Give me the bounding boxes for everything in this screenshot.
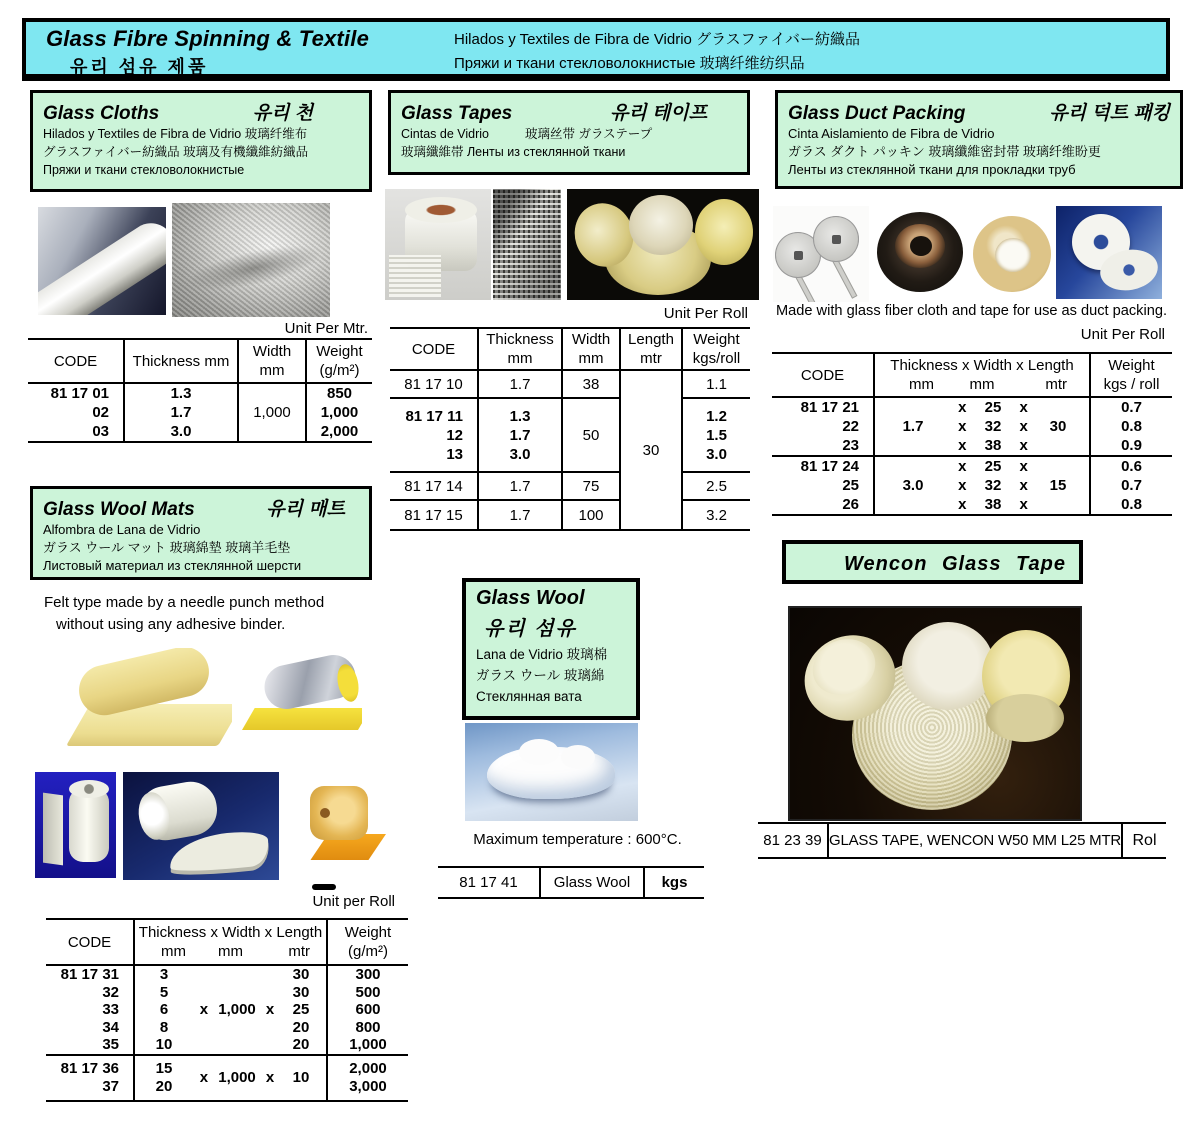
section-glass-wool-mats-header: [30, 486, 372, 580]
header-line: Thickness: [486, 331, 554, 348]
weight-value: 800: [355, 1018, 381, 1036]
width-value: x 1,000 x: [199, 1069, 275, 1086]
weight-value: 850: [326, 385, 353, 402]
wool-bump: [519, 739, 559, 765]
table-row: [772, 397, 1172, 456]
wool-roll-top: [69, 780, 109, 798]
weight-value: 3,000: [349, 1077, 387, 1095]
code-value: 81 17 36: [60, 1060, 119, 1077]
table-row: [46, 965, 408, 1055]
header-line: mm: [259, 362, 285, 379]
glass-duct-packing-table: [772, 352, 1172, 516]
page-banner: [22, 18, 1170, 81]
subtitle-cjk: 玻璃丝带 ガラステープ: [525, 127, 653, 141]
cell-width: 75: [562, 472, 620, 500]
table-row: [28, 383, 372, 442]
cell-code: 81 17 14: [390, 472, 478, 500]
cell-weight: [1090, 397, 1172, 456]
header-line: mm: [507, 350, 533, 367]
weight-value: 0.8: [1121, 418, 1142, 435]
cell-code: 81 23 39: [763, 832, 822, 849]
col-header-code: CODE: [772, 353, 874, 397]
duct-white-coils-photo: [1056, 206, 1162, 299]
mat-slab: [242, 708, 362, 730]
glass-wool-mat-photo: [52, 648, 232, 760]
header-line: mm: [578, 350, 604, 367]
section-title-row: [788, 98, 1170, 125]
thickness-value: 8: [159, 1018, 169, 1036]
code-value: 23: [842, 437, 859, 454]
unit-label-tapes: Unit Per Roll: [663, 305, 748, 322]
section-subtitle: [401, 125, 737, 143]
cell-unit: Rol: [1122, 823, 1166, 858]
wool-roll-darkblue-photo: [123, 772, 279, 880]
section-title-korean: 유리 테이프: [609, 103, 707, 124]
unit-mtr: mtr: [1045, 376, 1067, 393]
unit-mm: mm: [909, 376, 934, 393]
felt-note: [44, 592, 324, 636]
dim-value: x 38 x: [958, 437, 1028, 454]
cell-code: 81 17 10: [404, 375, 463, 393]
gold-foil-roll: [310, 786, 368, 840]
glass-cloth-weave-photo: [172, 203, 330, 317]
cell-thickness: [124, 383, 238, 442]
dim-value: x 32 x: [958, 477, 1028, 494]
table-row: [390, 370, 750, 398]
duct-gold-tape-roll-photo: [971, 212, 1054, 299]
glass-tape-roll-photo: [385, 189, 491, 300]
header-line: Thickness x Width x Length: [890, 357, 1074, 374]
code-value: 37: [102, 1077, 119, 1095]
header-line: Thickness x Width x Length: [138, 924, 323, 941]
cell-codes: [772, 397, 874, 456]
cell-code: 81 17 15: [390, 500, 478, 530]
weight-value: 0.7: [1121, 477, 1142, 494]
dim-value: x 25 x: [958, 399, 1028, 416]
glass-wool-photo: [465, 723, 638, 821]
cell-width: 100: [562, 500, 620, 530]
length-value: 15: [1049, 477, 1067, 494]
cell-dimensions: [874, 397, 1090, 456]
cell-weight: [682, 398, 750, 472]
roll-hole: [320, 808, 330, 818]
duct-packing-discs-photo: [773, 206, 869, 302]
cell-weight: [1090, 456, 1172, 515]
table-header-row: [28, 339, 372, 383]
cell-unit: kgs: [644, 867, 704, 898]
cell-dimensions: [134, 1055, 327, 1101]
header-line: (g/m²): [319, 362, 360, 379]
cell-weight: [327, 1055, 408, 1101]
section-title-korean: 유리 섬유: [484, 618, 577, 640]
thickness-value: 5: [159, 983, 169, 1001]
unit-mm: mm: [161, 943, 186, 960]
cell-width: 50: [562, 398, 620, 472]
header-line: Length: [628, 331, 674, 348]
section-title-korean: 유리 매트: [266, 499, 345, 520]
section-title: Wencon Glass Tape: [844, 553, 1066, 575]
table-row: [438, 867, 704, 898]
section-subtitle: Стеклянная вата: [476, 689, 582, 704]
width-values: [941, 398, 1045, 455]
section-subtitle: ガラス ウール マット 玻璃綿墊 玻璃羊毛垫: [43, 540, 291, 555]
section-title: Glass Cloths: [43, 103, 160, 124]
felt-note-line1: Felt type made by a needle punch method: [44, 594, 325, 611]
header-line: kgs/roll: [692, 350, 741, 367]
cell-codes: [390, 398, 478, 472]
tape-roll-core: [405, 197, 477, 223]
subtitle-es: Cintas de Vidrio: [401, 127, 490, 141]
disc-hole: [794, 251, 803, 260]
section-title-korean: 유리 덕트 패킹: [1049, 103, 1170, 124]
header-line: Width: [571, 331, 611, 348]
cell-weight: 1.1: [682, 370, 750, 398]
cell-description: GLASS TAPE, WENCON W50 MM L25 MTR: [828, 823, 1122, 858]
table-row: [390, 398, 750, 472]
header-line: kgs / roll: [1103, 376, 1160, 393]
cloth-roll-shape: [38, 214, 166, 315]
thickness-value: 3.0: [902, 477, 924, 494]
header-line: mtr: [640, 350, 662, 367]
glass-cloths-table: [28, 338, 372, 443]
unit-mtr: mtr: [288, 943, 310, 960]
thickness-value: 3.0: [509, 445, 531, 463]
thickness-value: 1.7: [902, 418, 924, 435]
col-header-dimensions: [134, 919, 327, 965]
length-values: [280, 966, 322, 1054]
weight-value: 2,000: [320, 423, 359, 440]
cell-thickness: 1.7: [478, 500, 562, 530]
cell-codes: [46, 1055, 134, 1101]
section-title: Glass Duct Packing: [788, 103, 966, 124]
page-title-korean: 유리 섬유 제품: [70, 57, 209, 77]
section-title: Glass Wool: [476, 587, 585, 609]
weight-value: 1.2: [706, 407, 727, 425]
code-value: 13: [446, 445, 463, 463]
header-line: Weight: [693, 331, 740, 348]
wencon-glass-tape-photo: [788, 606, 1082, 821]
col-header-code: CODE: [28, 339, 124, 383]
code-value: 81 17 21: [800, 399, 859, 416]
code-value: 12: [446, 426, 463, 444]
weight-value: 500: [355, 983, 381, 1001]
col-header-weight: [1090, 353, 1172, 397]
banner-left: [26, 22, 454, 77]
cell-weight: 2.5: [682, 472, 750, 500]
section-title-row: [43, 494, 359, 521]
thickness-values: [143, 1056, 185, 1100]
code-value: 26: [842, 496, 859, 513]
cell-description: Glass Wool: [540, 867, 644, 898]
cell-thickness: 1.7: [478, 370, 562, 398]
table-row: [390, 500, 750, 530]
weight-value: 0.6: [1121, 458, 1142, 475]
section-subtitle: グラスファイバー紡織品 玻璃及有機纖維紡織品: [43, 145, 309, 159]
weight-value: 0.8: [1121, 496, 1142, 513]
table-header-row: [390, 328, 750, 370]
col-header-thickness: [478, 328, 562, 370]
code-value: 03: [92, 423, 109, 440]
section-glass-cloths-header: [30, 90, 372, 192]
section-subtitle: ガラス ウール 玻璃綿: [476, 668, 605, 683]
weight-value: 1.5: [706, 426, 727, 444]
col-header-width: [238, 339, 306, 383]
length-value: 30: [292, 966, 310, 983]
section-subtitle: Cinta Aislamiento de Fibra de Vidrio: [788, 126, 995, 141]
duct-description-note: Made with glass fiber cloth and tape for use as duct packing.: [776, 303, 1168, 319]
dim-value: x 25 x: [958, 458, 1028, 475]
thickness-value: 1.3: [170, 385, 192, 402]
table-header-row: [772, 353, 1172, 397]
section-title: Glass Wool Mats: [43, 499, 195, 520]
section-subtitle: 玻璃纖維帯 Ленты из стеклянной ткани: [401, 145, 626, 159]
cell-thickness: 1.7: [478, 472, 562, 500]
felt-note-line2: without using any adhesive binder.: [56, 616, 286, 633]
unit-mm: mm: [218, 943, 243, 960]
width-value: x 1,000 x: [199, 1001, 275, 1019]
weight-value: 2,000: [349, 1060, 387, 1077]
thickness-value: 10: [155, 1036, 173, 1053]
header-units-row: [875, 375, 1089, 394]
section-glass-tapes-header: [388, 90, 750, 175]
glass-wool-mats-table: [46, 918, 408, 1102]
dim-value: x 32 x: [958, 418, 1028, 435]
cell-codes: [28, 383, 124, 442]
glass-cloth-roll-photo: [38, 207, 166, 315]
code-value: 25: [842, 477, 859, 494]
thickness-value: 20: [155, 1077, 173, 1095]
section-title-korean: 유리 천: [252, 103, 313, 124]
wool-slab: [43, 793, 63, 866]
cell-width: 1,000: [238, 383, 306, 442]
code-value: 35: [102, 1036, 119, 1053]
section-subtitle: Alfombra de Lana de Vidrio: [43, 522, 201, 537]
weight-value: 0.9: [1121, 437, 1142, 454]
thickness-value: 3: [159, 966, 169, 983]
wencon-glass-tape-table: [758, 822, 1166, 859]
length-value: 20: [292, 1036, 310, 1053]
header-units-row: [135, 942, 326, 961]
banner-right: [454, 22, 860, 74]
table-row: [46, 1055, 408, 1101]
page-subtitle-2: Пряжи и ткани стекловолокнистые 玻璃纤维纺织品: [454, 55, 805, 72]
col-header-thickness: Thickness mm: [124, 339, 238, 383]
col-header-code: CODE: [390, 328, 478, 370]
col-header-weight: [327, 919, 408, 965]
code-value: 81 17 01: [50, 385, 109, 402]
dash-icon: [312, 884, 336, 890]
table-header-row: [46, 919, 408, 965]
header-line: Weight: [344, 924, 392, 941]
wool-roll-blue-photo: [35, 772, 116, 878]
col-header-dimensions: [874, 353, 1090, 397]
length-value: 30: [292, 983, 310, 1001]
weight-value: 3.0: [706, 445, 727, 463]
section-glass-wool-header: [462, 578, 640, 720]
page-subtitle-1: Hilados y Textiles de Fibra de Vidrio グラスファイバー紡織品: [454, 31, 861, 48]
unit-label-duct: Unit Per Roll: [1080, 326, 1165, 343]
section-subtitle: Lana de Vidrio 玻璃棉: [476, 647, 608, 662]
code-value: 33: [102, 1001, 119, 1018]
section-title-row: [43, 98, 359, 125]
max-temperature-note: Maximum temperature : 600°C.: [473, 831, 682, 848]
unit-label-mats: Unit per Roll: [312, 893, 395, 910]
table-row: [758, 823, 1166, 858]
section-title: Glass Tapes: [401, 103, 513, 124]
col-header-length: [620, 328, 682, 370]
mesh-shading: [493, 189, 561, 300]
section-wencon-glass-tape-header: [782, 540, 1083, 584]
weight-value: 600: [355, 1001, 381, 1018]
cell-thickness: [478, 398, 562, 472]
tape-tail: [389, 255, 441, 297]
section-title-row: [401, 98, 737, 125]
thickness-value: 15: [155, 1060, 173, 1077]
cell-width: 38: [562, 370, 620, 398]
glass-wool-table: [438, 866, 704, 899]
cell-weight: [327, 965, 408, 1055]
code-value: 81 17 11: [405, 407, 463, 425]
cell-dimensions: [134, 965, 327, 1055]
cell-codes: [772, 456, 874, 515]
cell-weight: [306, 383, 372, 442]
thickness-values: [143, 966, 185, 1054]
header-line: (g/m²): [348, 943, 388, 960]
unit-label-cloths: Unit Per Mtr.: [284, 320, 368, 337]
section-subtitle: Пряжи и ткани стекловолокнистые: [43, 163, 245, 177]
code-value: 34: [102, 1018, 119, 1036]
length-value: 10: [292, 1069, 310, 1086]
wool-roll: [69, 788, 109, 862]
length-value: 30: [1049, 418, 1067, 435]
thickness-value: 3.0: [170, 423, 192, 440]
weight-value: 0.7: [1121, 399, 1142, 416]
thickness-value: 1.7: [509, 426, 531, 444]
disc-hole: [832, 235, 841, 244]
tape-roll: [986, 694, 1064, 742]
width-values: [941, 457, 1045, 514]
gold-roll: [629, 195, 693, 255]
wool-bump: [561, 745, 595, 769]
weight-value: 1,000: [320, 404, 359, 421]
weight-value: 300: [355, 966, 381, 983]
code-value: 32: [102, 983, 119, 1001]
glass-tapes-table: [390, 327, 750, 531]
header-line: Weight: [316, 343, 363, 360]
cell-length-merged: 30: [620, 370, 682, 530]
thickness-value: 1.3: [509, 407, 531, 425]
unit-mm: mm: [969, 376, 995, 393]
header-line: Weight: [1108, 357, 1155, 374]
table-row: [772, 456, 1172, 515]
col-header-width: [562, 328, 620, 370]
packing-disc: [813, 216, 859, 262]
section-glass-duct-packing-header: [775, 90, 1183, 189]
section-subtitle: ガラス ダクト パッキン 玻璃纖維密封帯 玻璃纤维盼更: [788, 144, 1101, 159]
length-value: 25: [292, 1001, 310, 1018]
cell-dimensions: [874, 456, 1090, 515]
glass-wool-mat-foil-photo: [238, 654, 362, 738]
col-header-weight: [682, 328, 750, 370]
code-value: 81 17 31: [60, 966, 119, 983]
dim-value: x 38 x: [958, 496, 1028, 513]
table-row: [390, 472, 750, 500]
header-line: Width: [252, 343, 292, 360]
code-value: 02: [92, 404, 109, 421]
weight-value: 1,000: [349, 1036, 387, 1053]
glass-tape-gold-rolls-photo: [567, 189, 759, 300]
section-subtitle: Листовый материал из стеклянной шерсти: [43, 558, 302, 573]
length-value: 20: [292, 1018, 310, 1036]
black-roll-hole: [910, 236, 932, 256]
glass-tape-mesh-photo: [493, 189, 561, 300]
col-header-weight: [306, 339, 372, 383]
thickness-value: 6: [159, 1001, 169, 1018]
thickness-value: 1.7: [170, 404, 192, 421]
tape-roll: [902, 622, 994, 710]
cell-weight: 3.2: [682, 500, 750, 530]
gold-roll: [695, 199, 753, 265]
duct-black-tape-roll-photo: [871, 206, 968, 301]
col-header-code: CODE: [46, 919, 134, 965]
page-title: Glass Fibre Spinning & Textile: [46, 26, 370, 51]
cell-codes: [46, 965, 134, 1055]
foil-mat-orange-photo: [296, 784, 390, 864]
code-value: 22: [842, 418, 859, 435]
section-subtitle: Ленты из стеклянной ткани для прокладки труб: [788, 162, 1076, 177]
code-value: 81 17 24: [800, 458, 859, 475]
section-subtitle: Hilados y Textiles de Fibra de Vidrio 玻璃纤维布: [43, 127, 308, 141]
gold-roll-core: [995, 238, 1031, 272]
cell-code: 81 17 41: [459, 874, 518, 891]
